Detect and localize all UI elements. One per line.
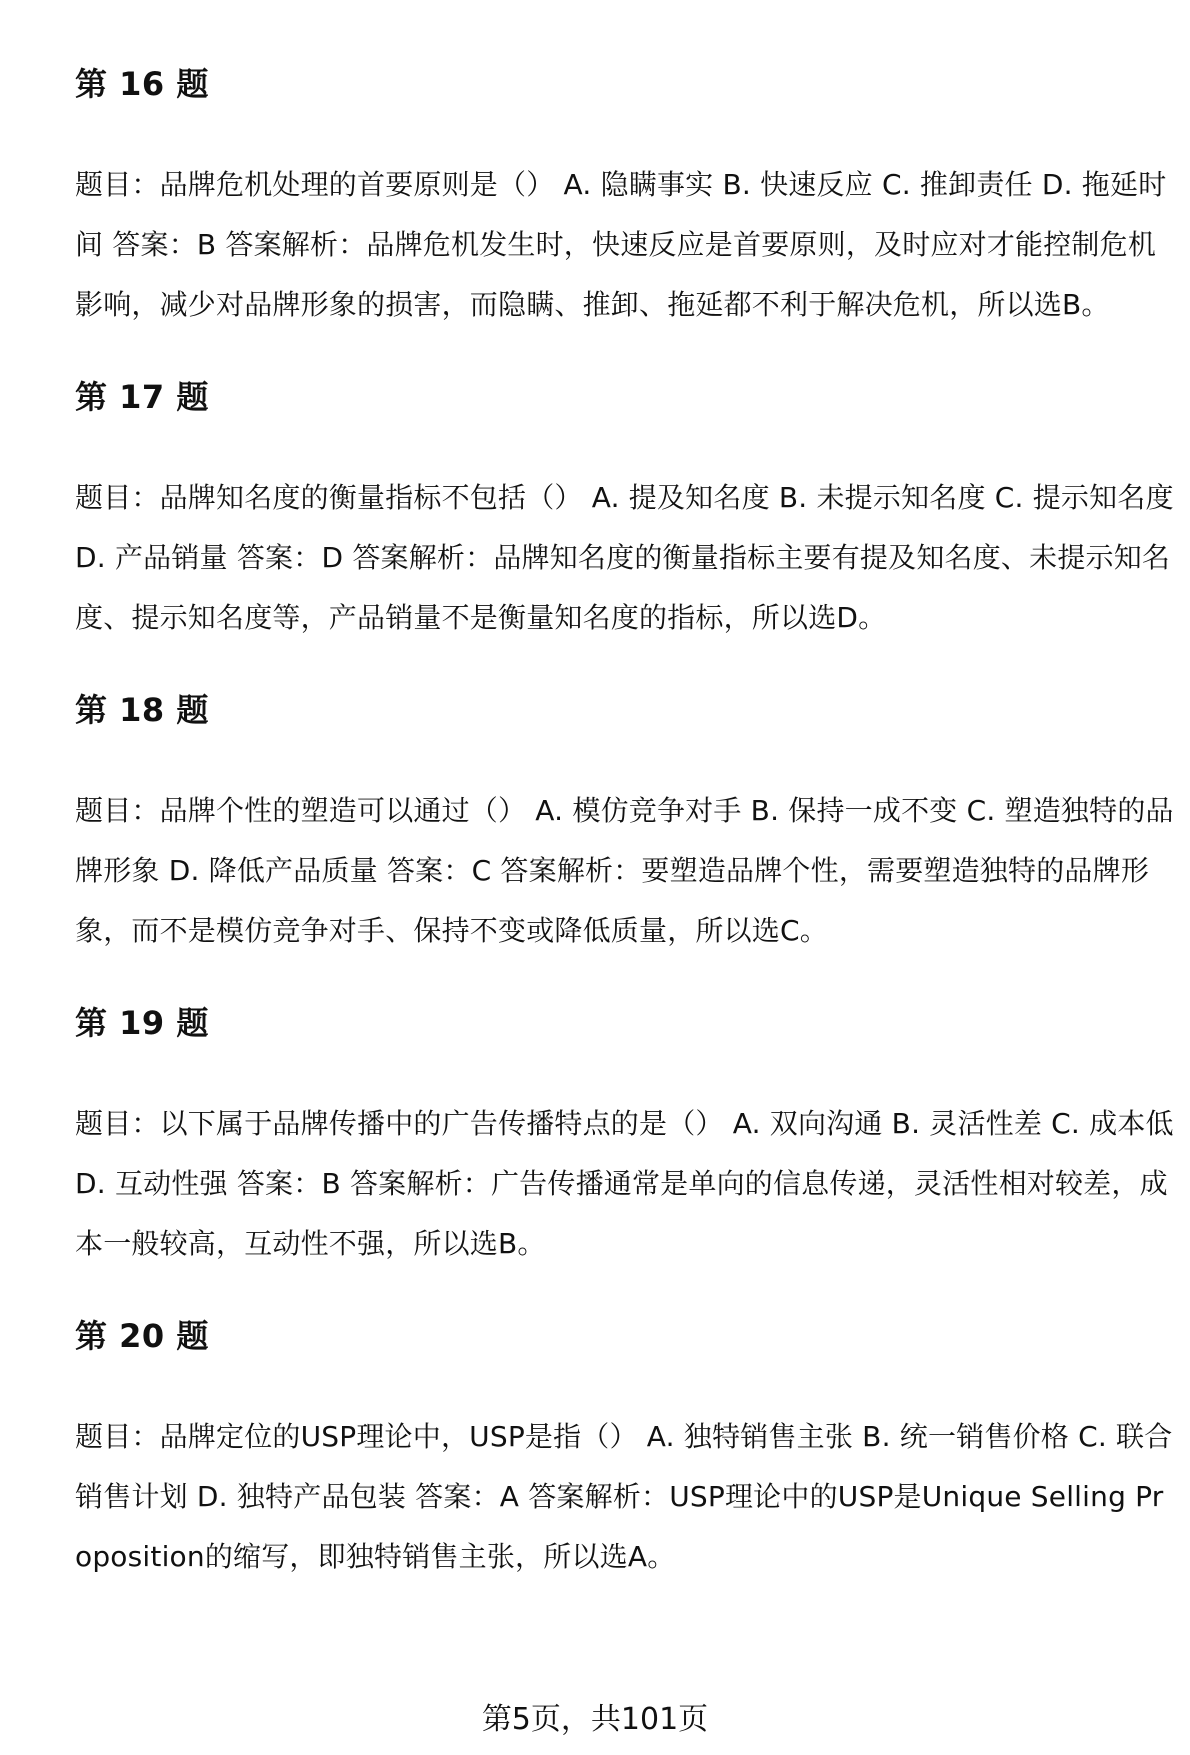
question-title: 第 17 题: [75, 378, 209, 416]
question-17: [75, 375, 1175, 648]
question-title: 第 20 题: [75, 1317, 209, 1355]
question-19: [75, 1001, 1175, 1274]
question-body: 题目：品牌个性的塑造可以通过（） A. 模仿竞争对手 B. 保持一成不变 C. 塑造独特的品牌形象 D. 降低产品质量 答案：C 答案解析：要塑造品牌个性，需要塑造独特的品牌形象，而不是模仿竞争对手、保持不变或降低质量，所以选C。: [75, 794, 1174, 947]
question-18: [75, 688, 1175, 961]
question-title: 第 16 题: [75, 65, 209, 103]
question-body: 题目：品牌危机处理的首要原则是（） A. 隐瞒事实 B. 快速反应 C. 推卸责任 D. 拖延时间 答案：B 答案解析：品牌危机发生时，快速反应是首要原则，及时应对才能控制危机影响，减少对品牌形象的损害，而隐瞒、推卸、拖延都不利于解决危机，所以选B。: [75, 168, 1167, 321]
page-number: 第5页，共101页: [481, 1702, 709, 1737]
question-20: [75, 1314, 1175, 1587]
question-16: [75, 62, 1175, 335]
question-title: 第 19 题: [75, 1004, 209, 1042]
question-body: 题目：品牌定位的USP理论中，USP是指（） A. 独特销售主张 B. 统一销售价格 C. 联合销售计划 D. 独特产品包装 答案：A 答案解析：USP理论中的USP是Unique Selling Proposition的缩写，即独特销售主张，所以选A。: [75, 1420, 1173, 1573]
question-body: 题目：以下属于品牌传播中的广告传播特点的是（） A. 双向沟通 B. 灵活性差 C. 成本低 D. 互动性强 答案：B 答案解析：广告传播通常是单向的信息传递，灵活性相对较差，成本一般较高，互动性不强，所以选B。: [75, 1107, 1174, 1260]
question-body: 题目：品牌知名度的衡量指标不包括（） A. 提及知名度 B. 未提示知名度 C. 提示知名度 D. 产品销量 答案：D 答案解析：品牌知名度的衡量指标主要有提及知名度、未提示知名度、提示知名度等，产品销量不是衡量知名度的指标，所以选D。: [75, 481, 1174, 634]
question-title: 第 18 题: [75, 691, 209, 729]
question-list: [75, 62, 1175, 1627]
